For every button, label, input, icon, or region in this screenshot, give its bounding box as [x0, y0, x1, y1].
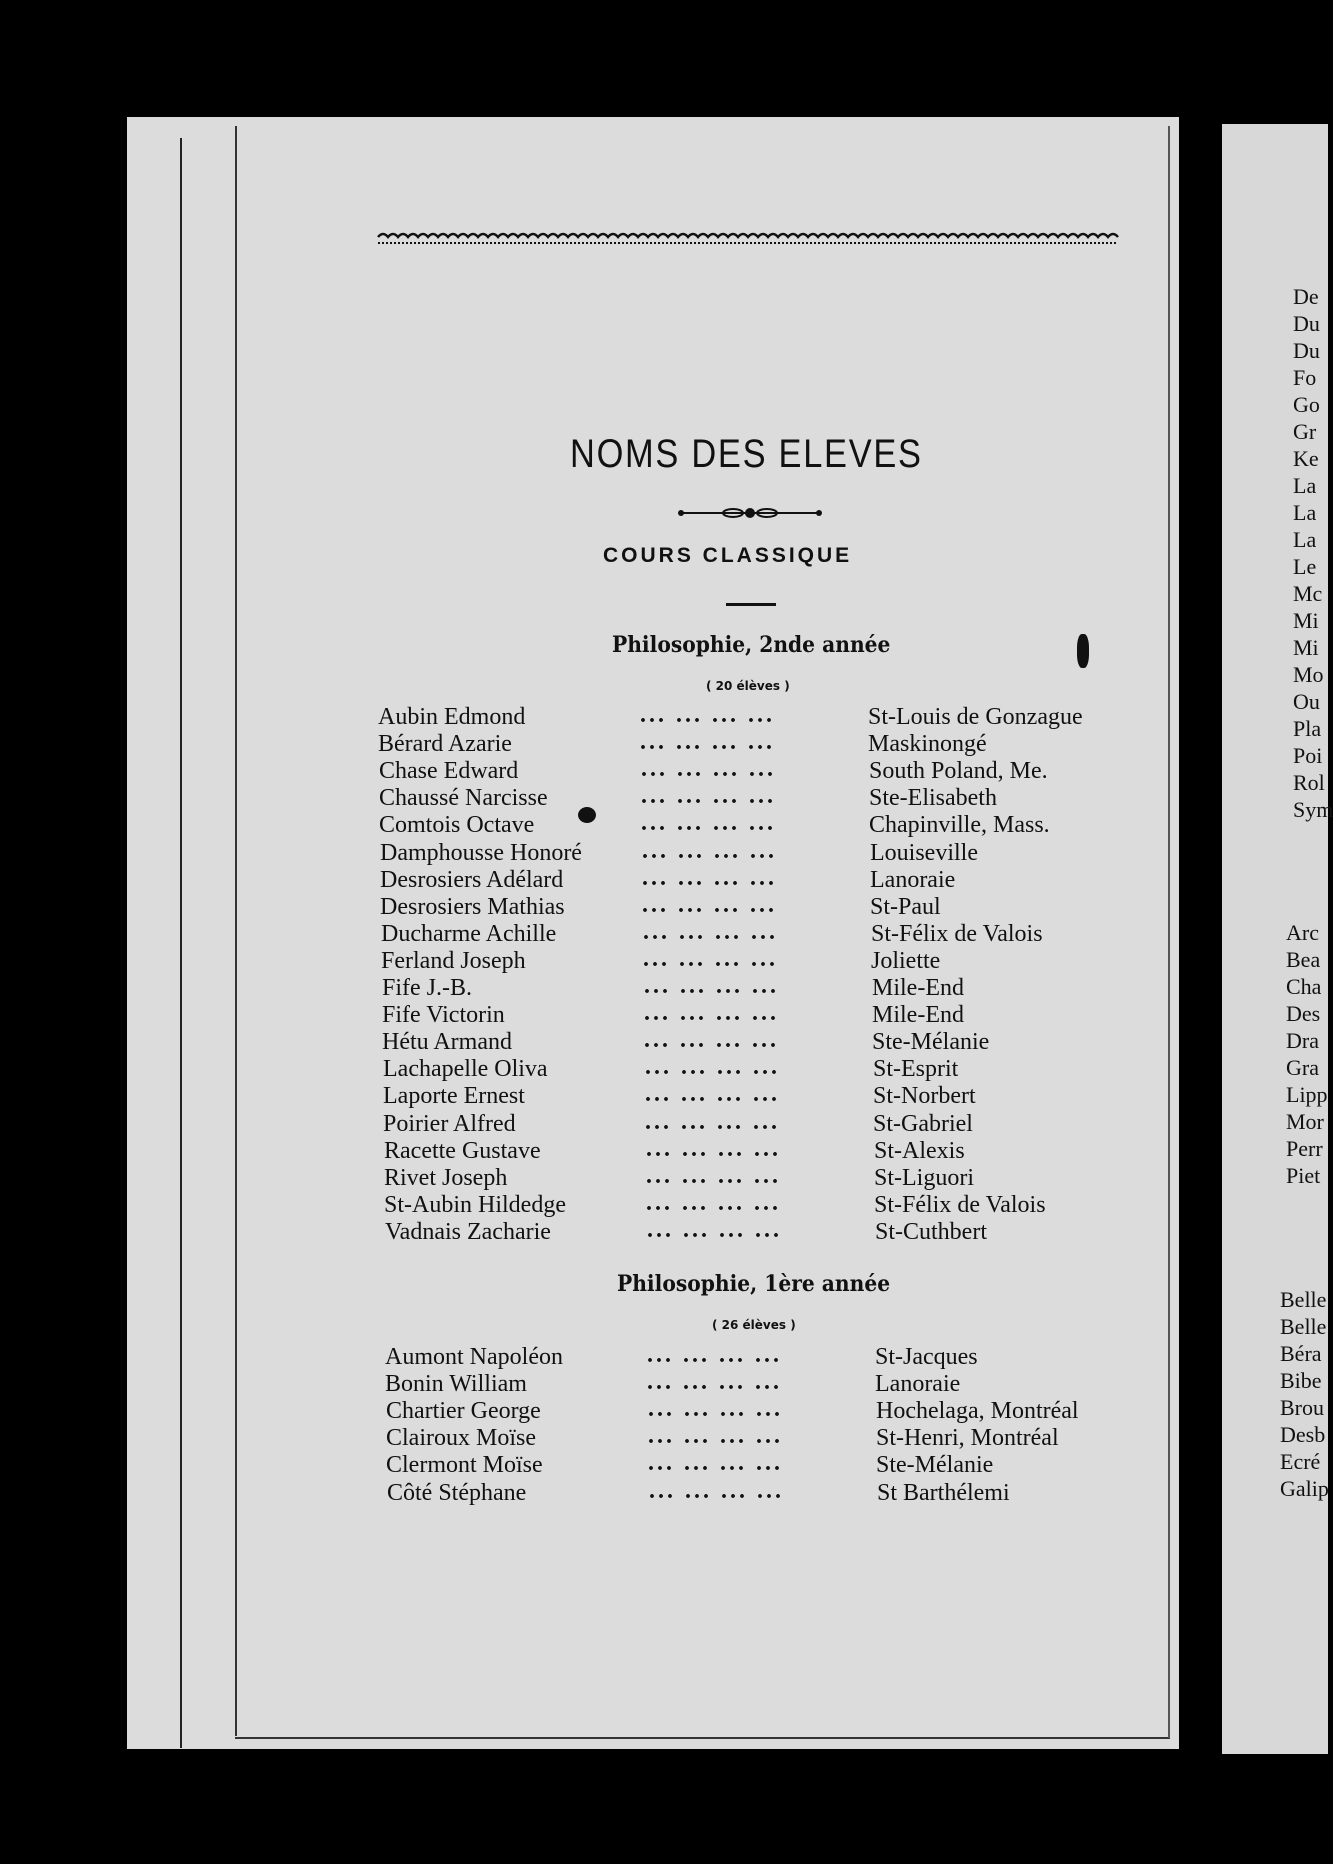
section-count-philo-1: ( 26 élèves ) [712, 1318, 796, 1332]
adjacent-page-fragment: Cha [1286, 974, 1322, 999]
leader-dots: ... ... ... ... [644, 973, 779, 999]
student-row [385, 1371, 1125, 1398]
student-hometown: St-Liguori [874, 1164, 974, 1191]
leader-dots: ... ... ... ... [640, 702, 775, 728]
student-name: Chase Edward [379, 758, 519, 785]
adjacent-page-fragment: Lipp [1286, 1082, 1328, 1107]
student-row [378, 731, 1118, 758]
page-title: NOMS DES ELEVES [570, 432, 923, 476]
student-hometown: South Poland, Me. [869, 758, 1048, 785]
student-hometown: St-Louis de Gonzague [868, 704, 1083, 730]
student-row [382, 1002, 1122, 1029]
student-row [385, 1344, 1125, 1371]
page-border-inner [235, 126, 237, 1736]
student-row [385, 1216, 1125, 1246]
adjacent-page-fragment: La [1293, 473, 1317, 498]
student-name: Desrosiers Adélard [380, 866, 564, 893]
adjacent-page-fragment: Mor [1286, 1109, 1324, 1134]
leader-dots: ... ... ... ... [645, 1108, 780, 1135]
leader-dots: ... ... ... ... [647, 1216, 782, 1243]
leader-dots: ... ... ... ... [648, 1423, 783, 1450]
student-row [387, 1477, 1127, 1507]
student-row [378, 704, 1118, 731]
section-heading-philo-2: Philosophie, 2nde année [612, 632, 891, 658]
student-name: Ducharme Achille [381, 920, 557, 947]
adjacent-page-fragment: Desb [1280, 1422, 1326, 1447]
adjacent-page-fragment: La [1293, 527, 1317, 552]
student-name: Bonin William [385, 1371, 527, 1398]
student-name: Comtois Octave [379, 812, 535, 839]
student-name: St-Aubin Hildedge [384, 1191, 566, 1218]
student-name: Clairoux Moïse [386, 1425, 536, 1452]
ink-mark [1077, 634, 1089, 668]
adjacent-page-fragment: Ou [1293, 689, 1320, 714]
student-name: Aumont Napoléon [385, 1344, 563, 1370]
page-border-outer [180, 138, 182, 1748]
student-hometown: Joliette [871, 947, 941, 974]
student-row [384, 1162, 1124, 1192]
wavy-ornament-bar [378, 230, 1118, 246]
student-hometown: St-Cuthbert [875, 1218, 987, 1245]
student-row [386, 1452, 1126, 1479]
student-hometown: Maskinongé [868, 731, 987, 758]
student-hometown: Hochelaga, Montréal [876, 1398, 1079, 1425]
adjacent-page-fragment: Ke [1293, 446, 1319, 471]
student-hometown: St Barthélemi [877, 1479, 1010, 1506]
student-name: Bérard Azarie [378, 731, 512, 758]
student-name: Côté Stéphane [387, 1479, 527, 1506]
leader-dots: ... ... ... ... [646, 1135, 781, 1162]
adjacent-page-fragment: Dra [1286, 1028, 1319, 1053]
adjacent-page-fragment: Go [1293, 392, 1320, 417]
adjacent-page-fragment: Du [1293, 338, 1320, 363]
course-heading: COURS CLASSIQUE [603, 544, 853, 567]
adjacent-page-fragment: Mi [1293, 635, 1319, 660]
adjacent-page-fragment: Galip [1280, 1476, 1329, 1501]
leader-dots: ... ... ... ... [642, 837, 777, 864]
adjacent-page-fragment: Du [1293, 311, 1320, 336]
adjacent-page-fragment: Rol [1293, 770, 1325, 795]
leader-dots: ... ... ... ... [647, 1342, 782, 1368]
student-name: Chartier George [386, 1398, 541, 1425]
student-hometown: St-Henri, Montréal [876, 1425, 1059, 1452]
page-border-right [1168, 126, 1170, 1738]
adjacent-page-fragment: La [1293, 500, 1317, 525]
student-hometown: Ste-Mélanie [872, 1029, 990, 1056]
student-hometown: St-Paul [870, 893, 941, 920]
adjacent-page-fragment: Brou [1280, 1395, 1324, 1420]
adjacent-page-fragment: Piet [1286, 1163, 1321, 1188]
student-hometown: Chapinville, Mass. [869, 812, 1050, 839]
student-hometown: Mile-End [872, 975, 964, 1001]
adjacent-page-fragment: Mc [1293, 581, 1323, 606]
leader-dots: ... ... ... ... [642, 864, 777, 891]
student-row [384, 1189, 1124, 1219]
adjacent-page-fragment: Mi [1293, 608, 1319, 633]
adjacent-page-fragment: Belle [1280, 1314, 1327, 1339]
adjacent-page-fragment: Gra [1286, 1055, 1319, 1080]
leader-dots: ... ... ... ... [643, 945, 778, 972]
adjacent-page-fragment: Sym [1293, 797, 1333, 822]
student-name: Rivet Joseph [384, 1164, 508, 1191]
leader-dots: ... ... ... ... [643, 918, 778, 945]
student-name: Damphousse Honoré [380, 839, 582, 866]
leader-dots: ... ... ... ... [644, 1027, 779, 1054]
student-row [379, 758, 1119, 785]
student-hometown: St-Norbert [873, 1083, 976, 1110]
student-name: Laporte Ernest [383, 1083, 525, 1110]
leader-dots: ... ... ... ... [646, 1162, 781, 1189]
adjacent-page-fragment: Mo [1293, 662, 1324, 687]
adjacent-page-column-3 [1280, 1287, 1328, 1503]
student-row [381, 945, 1121, 975]
student-name: Lachapelle Oliva [383, 1056, 548, 1083]
leader-dots: ... ... ... ... [648, 1450, 783, 1477]
leader-dots: ... ... ... ... [641, 756, 776, 783]
student-hometown: St-Alexis [874, 1137, 965, 1164]
leader-dots: ... ... ... ... [645, 1081, 780, 1108]
student-hometown: Mile-End [872, 1002, 964, 1029]
student-name: Fife J.-B. [382, 975, 472, 1001]
adjacent-page-fragment: Bibe [1280, 1368, 1322, 1393]
student-row [386, 1425, 1126, 1452]
student-row [380, 891, 1120, 921]
section-heading-philo-1: Philosophie, 1ère année [617, 1271, 891, 1297]
student-hometown: St-Jacques [875, 1344, 978, 1370]
student-name: Vadnais Zacharie [385, 1218, 551, 1245]
student-row [380, 864, 1120, 894]
leader-dots: ... ... ... ... [640, 729, 775, 756]
student-name: Chaussé Narcisse [379, 785, 548, 812]
adjacent-page-fragment: Poi [1293, 743, 1323, 768]
adjacent-page-fragment: Béra [1280, 1341, 1322, 1366]
student-name: Hétu Armand [382, 1029, 512, 1056]
adjacent-page-fragment: Fo [1293, 365, 1317, 390]
fleuron-ornament-icon [675, 503, 825, 523]
student-row [386, 1398, 1126, 1425]
adjacent-page-fragment: Bea [1286, 947, 1321, 972]
student-row [383, 1108, 1123, 1138]
adjacent-page-fragment: Arc [1286, 920, 1319, 945]
heading-rule [726, 603, 776, 606]
student-name: Desrosiers Mathias [380, 893, 565, 920]
student-name: Ferland Joseph [381, 947, 526, 974]
student-hometown: Ste-Mélanie [876, 1452, 994, 1479]
leader-dots: ... ... ... ... [648, 1396, 783, 1423]
student-row [382, 1029, 1122, 1056]
student-hometown: St-Félix de Valois [871, 920, 1043, 947]
adjacent-page-column-2 [1286, 920, 1328, 1190]
student-row [379, 812, 1119, 839]
student-hometown: Louiseville [870, 839, 978, 866]
ink-blot [578, 807, 596, 823]
leader-dots: ... ... ... ... [649, 1477, 784, 1504]
adjacent-page-fragment: Pla [1293, 716, 1322, 741]
adjacent-page-fragment: Perr [1286, 1136, 1323, 1161]
section-count-philo-2: ( 20 élèves ) [706, 679, 790, 693]
student-row [379, 785, 1119, 812]
student-hometown: St-Gabriel [873, 1110, 973, 1137]
student-name: Poirier Alfred [383, 1110, 516, 1137]
student-row [381, 918, 1121, 948]
student-row [384, 1135, 1124, 1165]
leader-dots: ... ... ... ... [647, 1369, 782, 1396]
student-name: Clermont Moïse [386, 1452, 543, 1479]
student-hometown: Lanoraie [870, 866, 956, 893]
student-name: Racette Gustave [384, 1137, 541, 1164]
student-row [380, 837, 1120, 867]
page-border-bottom [235, 1737, 1170, 1739]
leader-dots: ... ... ... ... [645, 1054, 780, 1081]
student-name: Fife Victorin [382, 1002, 505, 1029]
adjacent-page-fragment: Ecré [1280, 1449, 1321, 1474]
adjacent-page-fragment: Le [1293, 554, 1317, 579]
adjacent-page-fragment: Belle [1280, 1287, 1327, 1312]
student-name: Aubin Edmond [378, 704, 526, 730]
leader-dots: ... ... ... ... [641, 783, 776, 810]
student-row [383, 1056, 1123, 1083]
leader-dots: ... ... ... ... [646, 1189, 781, 1216]
adjacent-page-fragment: Gr [1293, 419, 1317, 444]
student-hometown: St-Félix de Valois [874, 1191, 1046, 1218]
leader-dots: ... ... ... ... [641, 810, 776, 837]
student-hometown: Lanoraie [875, 1371, 961, 1398]
adjacent-page-fragment: Des [1286, 1001, 1321, 1026]
student-row [382, 975, 1122, 1002]
student-hometown: St-Esprit [873, 1056, 959, 1083]
leader-dots: ... ... ... ... [642, 891, 777, 918]
student-row [383, 1083, 1123, 1110]
adjacent-page-column-1 [1293, 284, 1333, 824]
adjacent-page-fragment: De [1293, 284, 1319, 309]
leader-dots: ... ... ... ... [644, 1000, 779, 1027]
student-hometown: Ste-Elisabeth [869, 785, 997, 812]
